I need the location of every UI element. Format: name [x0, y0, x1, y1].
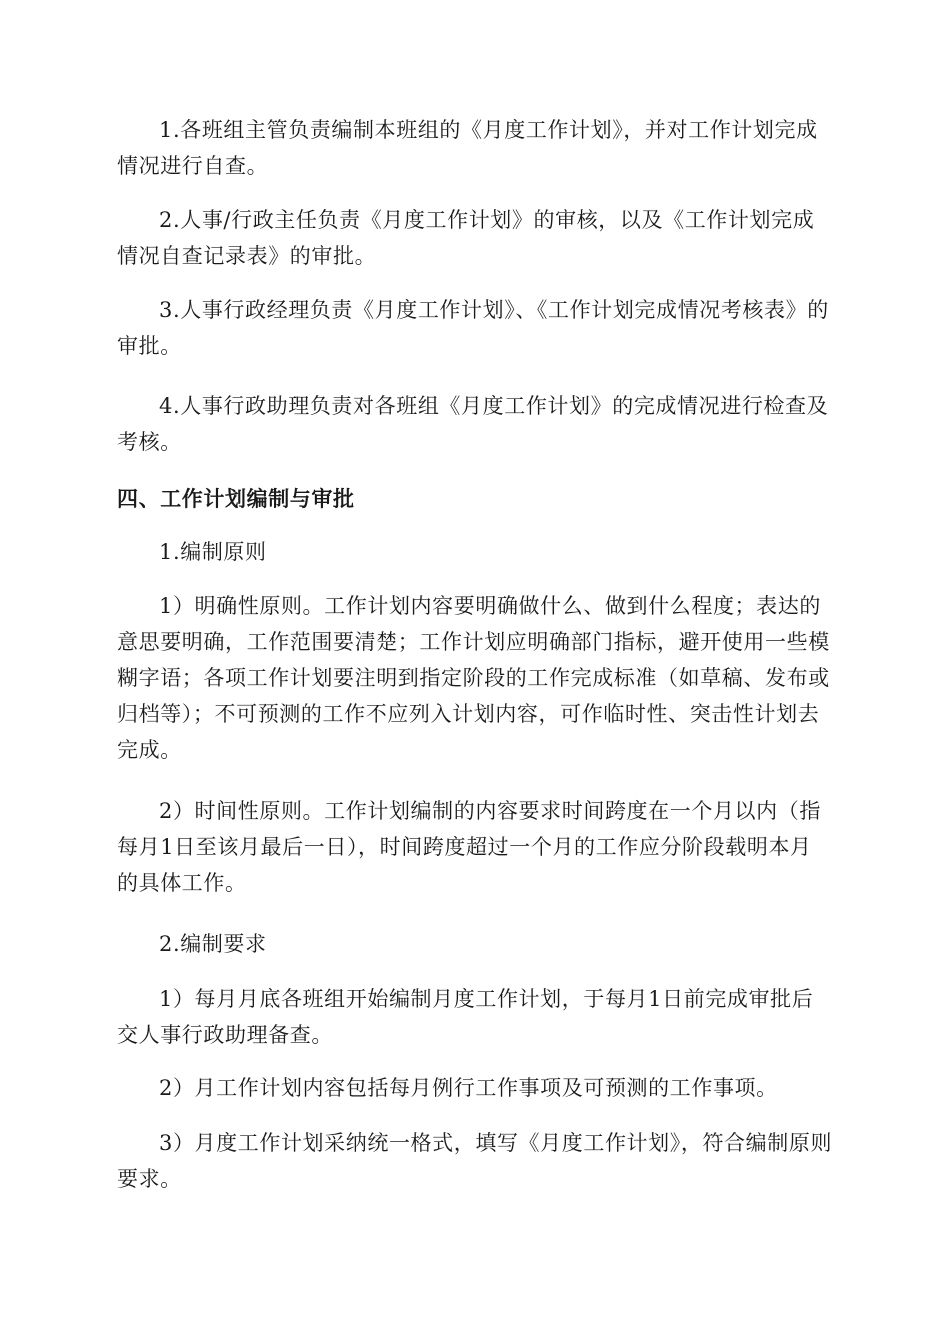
responsibility-paragraph-3: 3.人事行政经理负责《月度工作计划》、《工作计划完成情况考核表》的审批。 [117, 298, 829, 358]
requirement-paragraph-2: 2）月工作计划内容包括每月例行工作事项及可预测的工作事项。 [159, 1076, 778, 1100]
principle-paragraph-1: 1）明确性原则。工作计划内容要明确做什么、做到什么程度；表达的意思要明确，工作范围要清楚；工作计划应明确部门指标，避开使用一些模糊字语；各项工作计划要注明到指定阶段的工作完成标准（如草稿、发布或归档等）；不可预测的工作不应列入计划内容，可作临时性、突击性计划去完成。 [117, 594, 830, 762]
principle-paragraph-2: 2）时间性原则。工作计划编制的内容要求时间跨度在一个月以内（指每月1日至该月最后一日），时间跨度超过一个月的工作应分阶段载明本月的具体工作。 [117, 799, 821, 895]
principles-heading: 1.编制原则 [159, 540, 267, 564]
section-heading: 四、工作计划编制与审批 [117, 486, 355, 511]
responsibility-paragraph-4: 4.人事行政助理负责对各班组《月度工作计划》的完成情况进行检查及考核。 [117, 394, 829, 454]
responsibility-paragraph-1: 1.各班组主管负责编制本班组的《月度工作计划》，并对工作计划完成情况进行自查。 [117, 118, 818, 178]
responsibility-paragraph-2: 2.人事/行政主任负责《月度工作计划》的审核，以及《工作计划完成情况自查记录表》的审批。 [117, 208, 815, 268]
requirements-heading: 2.编制要求 [159, 932, 267, 956]
requirement-paragraph-3: 3）月度工作计划采纳统一格式，填写《月度工作计划》，符合编制原则要求。 [117, 1131, 833, 1191]
requirement-paragraph-1: 1）每月月底各班组开始编制月度工作计划，于每月1日前完成审批后交人事行政助理备查。 [117, 987, 814, 1047]
